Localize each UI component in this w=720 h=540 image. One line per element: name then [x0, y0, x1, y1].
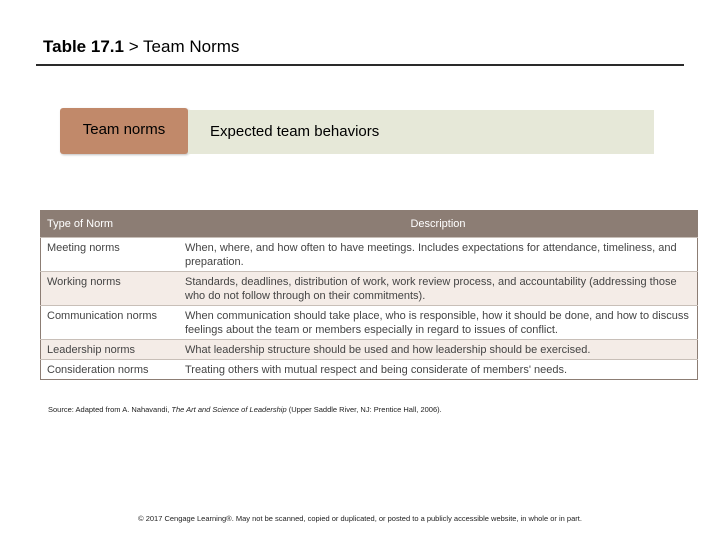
norm-type: Communication norms — [41, 306, 180, 340]
norm-type: Working norms — [41, 272, 180, 306]
copyright-notice: © 2017 Cengage Learning®. May not be scanned, copied or duplicated, or posted to a publicly accessible website, in whole or in part. — [138, 514, 582, 523]
norm-description: What leadership structure should be used and how leadership should be exercised. — [179, 340, 698, 360]
table-row — [41, 306, 698, 340]
source-book-title: The Art and Science of Leadership — [171, 405, 287, 414]
norm-type: Consideration norms — [41, 360, 180, 380]
table-header-row — [41, 211, 698, 238]
title-divider — [36, 64, 684, 66]
norm-description: When, where, and how often to have meetings. Includes expectations for attendance, timeliness, and preparation. — [179, 238, 698, 272]
table-number: Table 17.1 — [43, 37, 124, 56]
source-prefix: Source: Adapted from A. Nahavandi, — [48, 405, 170, 414]
norm-description: Treating others with mutual respect and being considerate of members' needs. — [179, 360, 698, 380]
title-separator: > — [128, 37, 139, 56]
table-row — [41, 360, 698, 380]
source-suffix: (Upper Saddle River, NJ: Prentice Hall, 2006). — [288, 405, 442, 414]
team-norms-table — [40, 210, 698, 380]
table-row — [41, 272, 698, 306]
table-row — [41, 340, 698, 360]
title-text: Team Norms — [143, 37, 240, 56]
column-header-type: Type of Norm — [41, 211, 180, 238]
table-row — [41, 238, 698, 272]
page-title — [43, 37, 239, 57]
team-norms-box: Team norms — [60, 108, 188, 154]
norm-type: Meeting norms — [41, 238, 180, 272]
column-header-description: Description — [179, 211, 698, 238]
norm-description: When communication should take place, who is responsible, how it should be done, and how to discuss feelings about the team or members especially in regard to issues of conflict. — [179, 306, 698, 340]
expected-behaviors-box: Expected team behaviors — [188, 110, 654, 154]
source-note — [48, 405, 442, 414]
norm-description: Standards, deadlines, distribution of work, work review process, and accountability (addressing those who do not follow through on their commitments). — [179, 272, 698, 306]
norm-type: Leadership norms — [41, 340, 180, 360]
